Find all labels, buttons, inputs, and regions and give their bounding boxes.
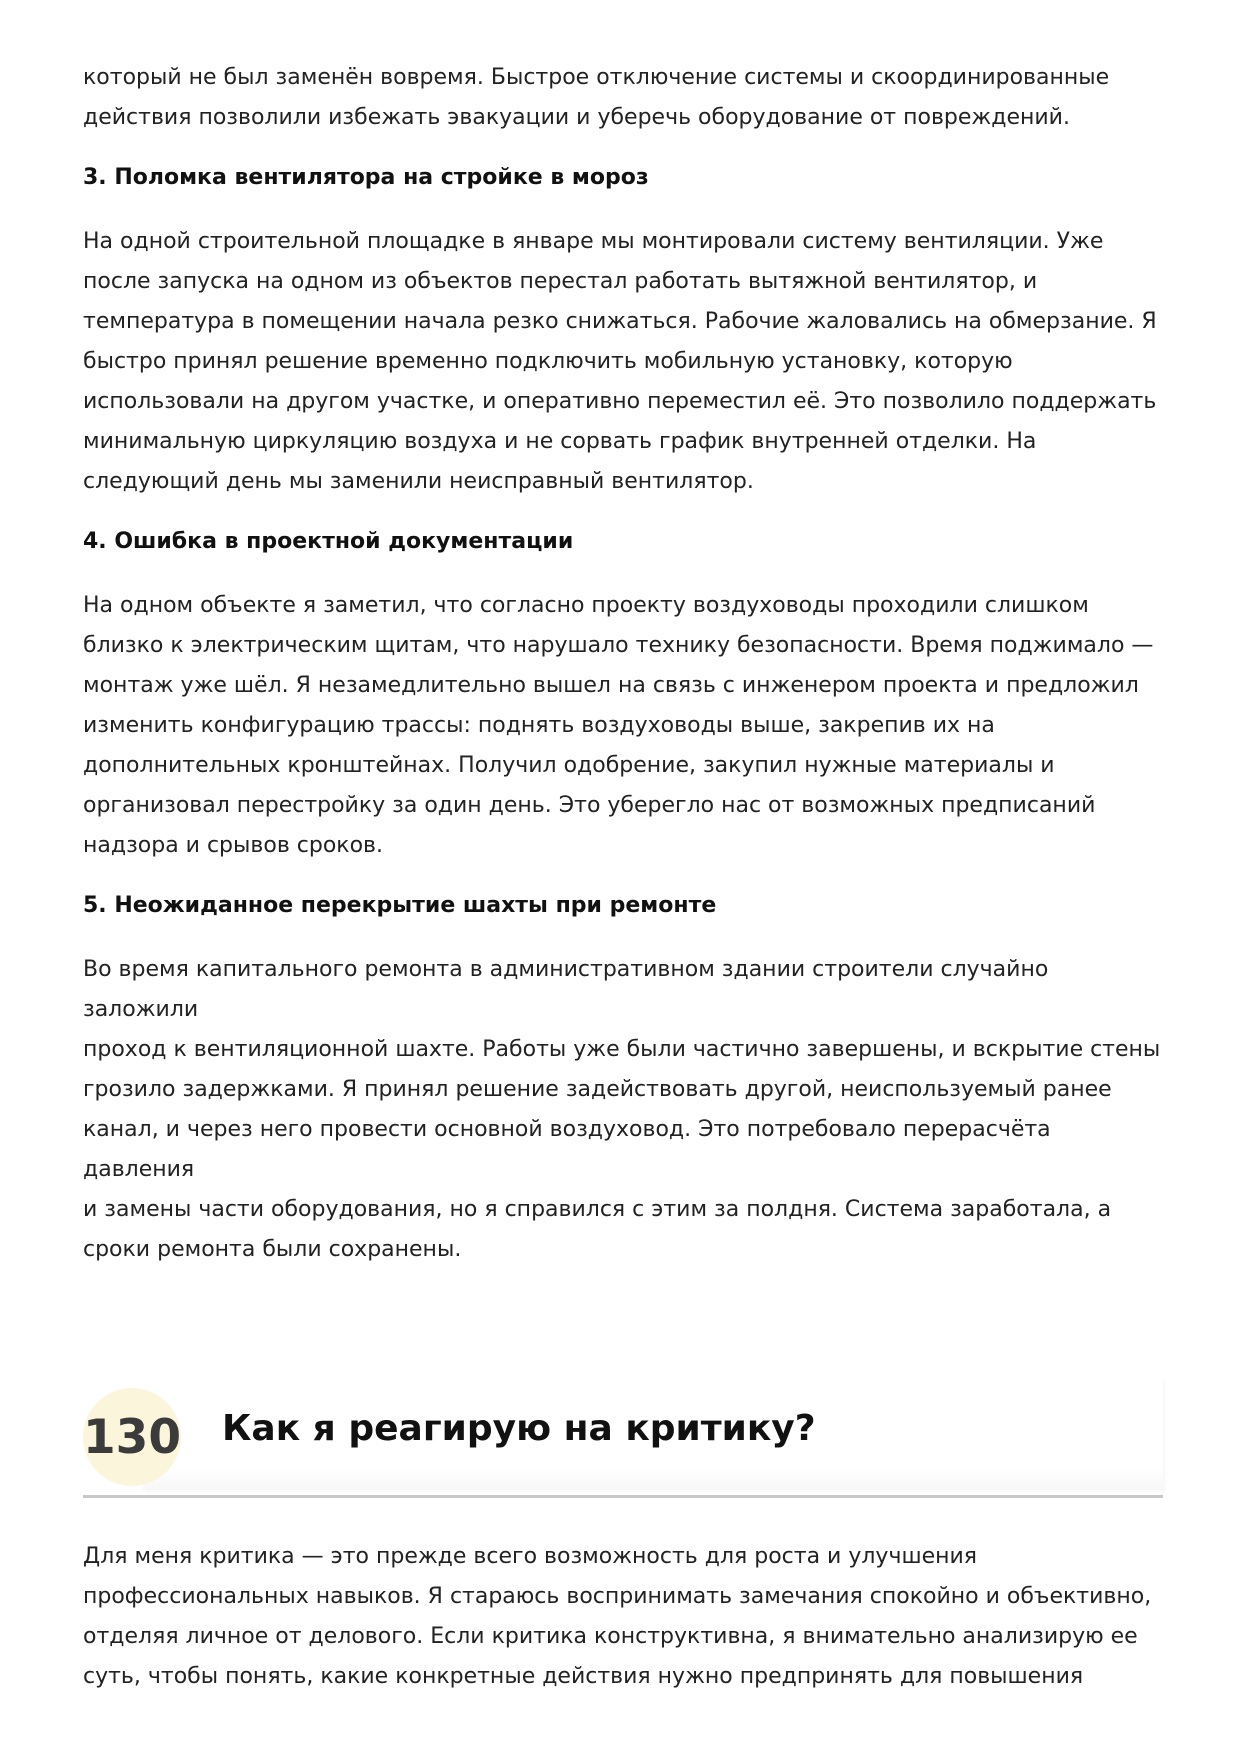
text-line: проход к вентиляционной шахте. Работы уже были частично завершены, и вскрытие стены [83, 1037, 1161, 1062]
text-line: сроки ремонта были сохранены. [83, 1237, 462, 1262]
text-line: дополнительных кронштейнах. Получил одобрение, закупил нужные материалы и [83, 753, 1055, 778]
section-paragraph-5 [83, 950, 1163, 1270]
text-line: действия позволили избежать эвакуации и уберечь оборудование от повреждений. [83, 105, 1070, 130]
text-line: отделяя личное от делового. Если критика конструктивна, я внимательно анализирую ее [83, 1624, 1138, 1649]
document-body [83, 58, 1163, 1270]
text-line: организовал перестройку за один день. Это уберегло нас от возможных предписаний [83, 793, 1096, 818]
text-line: профессиональных навыков. Я стараюсь воспринимать замечания спокойно и объективно, [83, 1584, 1152, 1609]
text-line: использовали на другом участке, и оперативно переместил её. Это позволило поддержать [83, 389, 1157, 414]
text-line: быстро принял решение временно подключить мобильную установку, которую [83, 349, 1013, 374]
text-line: и замены части оборудования, но я справился с этим за полдня. Система заработала, а [83, 1197, 1112, 1222]
text-line: надзора и срывов сроков. [83, 833, 384, 858]
section-heading-4: 4. Ошибка в проектной документации [83, 529, 574, 554]
question-header [83, 1378, 1163, 1502]
text-line: после запуска на одном из объектов перестал работать вытяжной вентилятор, и [83, 269, 1038, 294]
section-paragraph-3 [83, 222, 1163, 502]
section-heading-3: 3. Поломка вентилятора на стройке в мороз [83, 165, 649, 190]
section-heading-5: 5. Неожиданное перекрытие шахты при ремонте [83, 893, 717, 918]
text-line: На одном объекте я заметил, что согласно проекту воздуховоды проходили слишком [83, 593, 1089, 618]
question-number-badge: 130 [83, 1388, 181, 1486]
question-title: Как я реагирую на критику? [222, 1408, 816, 1449]
text-line: близко к электрическим щитам, что нарушало технику безопасности. Время поджимало — [83, 633, 1154, 658]
answer-paragraph [83, 1537, 1163, 1697]
text-line: следующий день мы заменили неисправный вентилятор. [83, 469, 754, 494]
text-line: канал, и через него провести основной воздуховод. Это потребовало перерасчёта давления [83, 1117, 1051, 1182]
text-line: минимальную циркуляцию воздуха и не сорвать график внутренней отделки. На [83, 429, 1037, 454]
section-paragraph-4 [83, 586, 1163, 866]
text-line: грозило задержками. Я принял решение задействовать другой, неиспользуемый ранее [83, 1077, 1112, 1102]
text-line: суть, чтобы понять, какие конкретные действия нужно предпринять для повышения [83, 1664, 1084, 1689]
text-line: монтаж уже шёл. Я незамедлительно вышел на связь с инженером проекта и предложил [83, 673, 1139, 698]
text-line: температура в помещении начала резко снижаться. Рабочие жаловались на обмерзание. Я [83, 309, 1157, 334]
question-divider [83, 1495, 1163, 1498]
text-line: На одной строительной площадке в январе мы монтировали систему вентиляции. Уже [83, 229, 1104, 254]
intro-paragraph [83, 58, 1163, 138]
text-line: Для меня критика — это прежде всего возможность для роста и улучшения [83, 1544, 978, 1569]
text-line: Во время капитального ремонта в административном здании строители случайно заложили [83, 957, 1049, 1022]
text-line: изменить конфигурацию трассы: поднять воздуховоды выше, закрепив их на [83, 713, 995, 738]
text-line: который не был заменён вовремя. Быстрое отключение системы и скоординированные [83, 65, 1110, 90]
